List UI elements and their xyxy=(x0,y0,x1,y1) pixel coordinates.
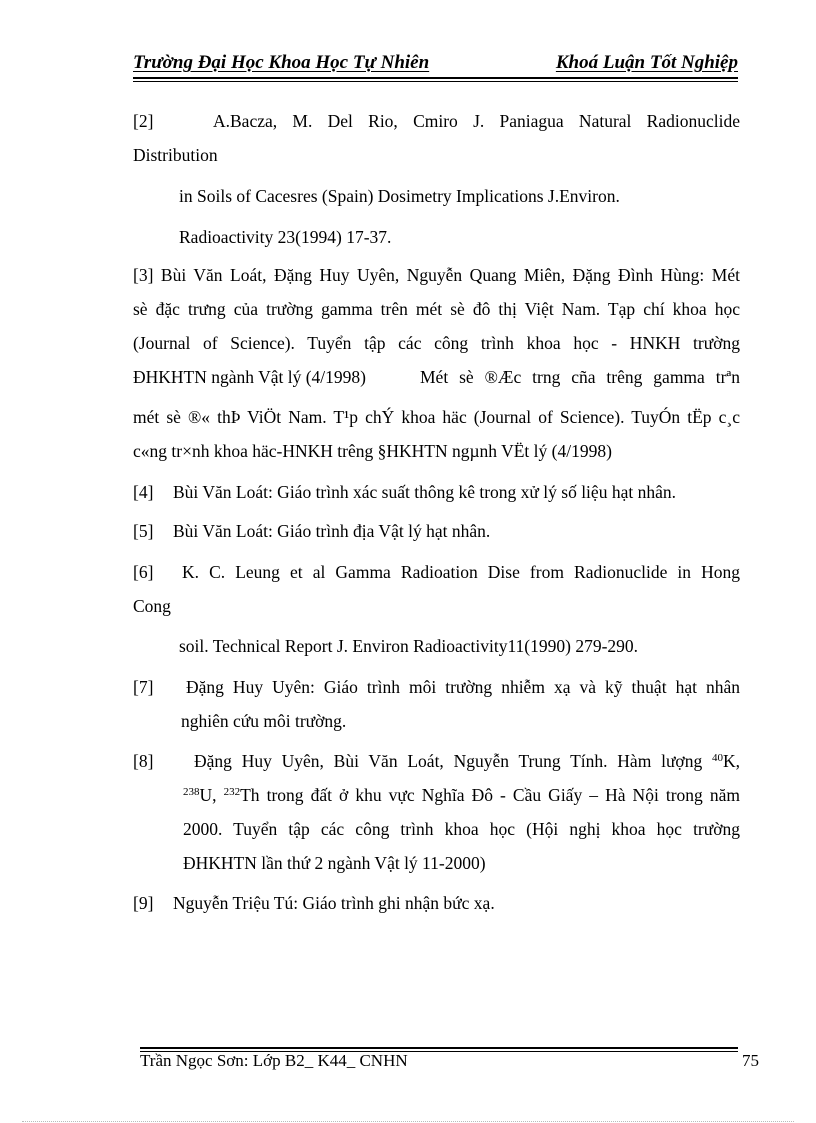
ref-3-line-4b: Mét sè ®Æc trng cña trêng gamma trªn xyxy=(420,367,740,387)
ref-3-line-6: c«ng tr×nh khoa häc-HNKH trêng §HKHTN ngµnh VËt lý (4/1998) xyxy=(133,441,612,461)
ref-3-line-4a: ĐHKHTN ngành Vật lý (4/1998) xyxy=(133,367,366,387)
header-thesis: Khoá Luận Tốt Nghiệp xyxy=(555,52,738,73)
ref-7-line-1: Đặng Huy Uyên: Giáo trình môi trường nhiễm xạ và kỹ thuật hạt nhân xyxy=(186,677,740,697)
ref-3-line-2: sè đặc trưng của trường gamma trên mét sè đô thị Việt Nam. Tạp chí khoa học xyxy=(133,299,740,319)
ref-5-text: Bùi Văn Loát: Giáo trình địa Vật lý hạt nhân. xyxy=(173,521,491,541)
ref-3-line-1: [3] Bùi Văn Loát, Đặng Huy Uyên, Nguyễn Quang Miên, Đặng Đình Hùng: Mét xyxy=(133,265,740,285)
page-bottom-divider xyxy=(22,1121,794,1122)
ref-6-line-1: K. C. Leung et al Gamma Radioation Dise from Radionuclide in Hong xyxy=(182,562,740,582)
ref-8-line-2-rest: Th trong đất ở khu vực Nghĩa Đô - Cầu Giấy – Hà Nội trong năm xyxy=(240,785,741,805)
ref-8-line-1 xyxy=(194,750,740,772)
ref-2-line-3: in Soils of Cacesres (Spain) Dosimetry Implications J.Environ. xyxy=(179,186,620,206)
ref-8-number: [8] xyxy=(133,751,154,771)
ref-8-th-isotope xyxy=(224,785,740,805)
ref-8-line-3: 2000. Tuyển tập các công trình khoa học (Hội nghị khoa học trường xyxy=(183,819,740,839)
ref-9-text: Nguyễn Triệu Tú: Giáo trình ghi nhận bức xạ. xyxy=(173,893,495,913)
ref-8-u: U, xyxy=(199,785,217,805)
footer-author: Trần Ngọc Sơn: Lớp B2_ K44_ CNHN xyxy=(140,1051,408,1070)
ref-8-u-isotope xyxy=(183,785,217,805)
ref-4-number: [4] xyxy=(133,482,154,502)
header-rule xyxy=(133,77,738,79)
ref-8-k: K, xyxy=(723,751,741,771)
header-rule-thin xyxy=(133,81,738,82)
ref-8-line-2 xyxy=(183,784,740,806)
ref-5-number: [5] xyxy=(133,521,154,541)
ref-8-line-4: ĐHKHTN lần thứ 2 ngành Vật lý 11-2000) xyxy=(183,853,486,873)
ref-3-line-3: (Journal of Science). Tuyển tập các công trình khoa học - HNKH trường xyxy=(133,333,740,353)
ref-8-sup-232: 232 xyxy=(223,786,241,798)
footer-rule xyxy=(140,1047,738,1049)
ref-2-line-1: A.Bacza, M. Del Rio, Cmiro J. Paniagua Natural Radionuclide xyxy=(213,111,740,131)
ref-2-number: [2] xyxy=(133,111,154,131)
ref-6-number: [6] xyxy=(133,562,154,582)
ref-6-line-2: Cong xyxy=(133,596,171,616)
ref-8-sup-238: 238 xyxy=(183,786,200,798)
header-university: Trường Đại Học Khoa Học Tự Nhiên xyxy=(133,52,430,73)
ref-7-line-2: nghiên cứu môi trường. xyxy=(181,711,347,731)
page-number: 75 xyxy=(742,1051,759,1070)
page-header xyxy=(133,50,738,78)
ref-8-sup-40: 40 xyxy=(712,752,723,764)
ref-4-text: Bùi Văn Loát: Giáo trình xác suất thông kê trong xử lý số liệu hạt nhân. xyxy=(173,482,676,502)
ref-3-line-5: mét sè ®« thÞ ViÖt Nam. T¹p chÝ khoa häc (Journal of Science). TuyÓn tËp c¸c xyxy=(133,407,740,427)
ref-2-line-2: Distribution xyxy=(133,145,218,165)
ref-7-number: [7] xyxy=(133,677,154,697)
ref-2-line-4: Radioactivity 23(1994) 17-37. xyxy=(179,227,392,247)
ref-6-line-3: soil. Technical Report J. Environ Radioactivity11(1990) 279-290. xyxy=(179,636,639,656)
ref-8-line-1-text: Đặng Huy Uyên, Bùi Văn Loát, Nguyễn Trung Tính. Hàm lượng xyxy=(194,751,703,771)
ref-9-number: [9] xyxy=(133,893,154,913)
ref-8-k-isotope xyxy=(712,751,740,771)
